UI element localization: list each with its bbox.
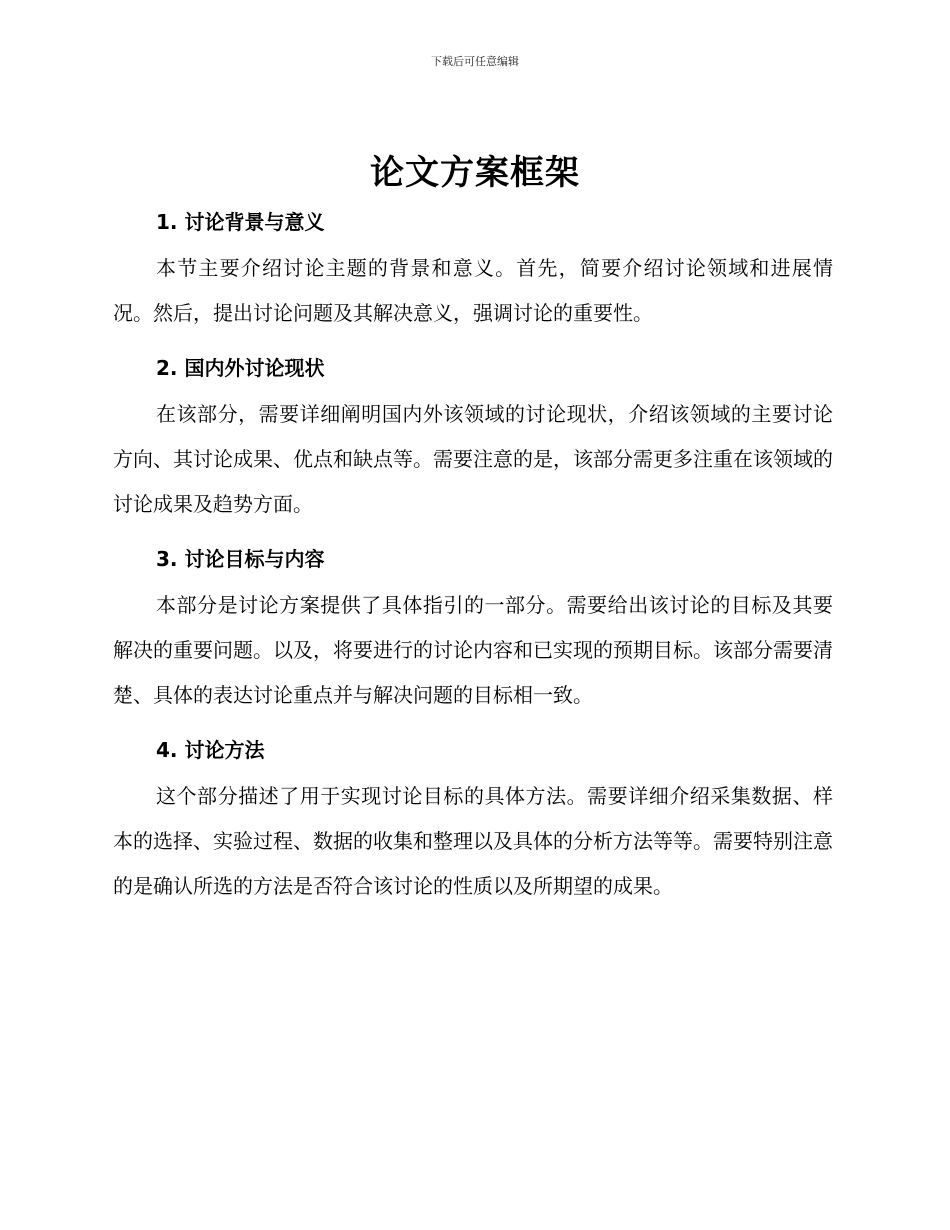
section-heading: 2. 国内外讨论现状 <box>156 356 325 380</box>
header-note: 下载后可任意编辑 <box>431 55 519 68</box>
section-heading: 3. 讨论目标与内容 <box>156 547 325 571</box>
document-title: 论文方案框架 <box>370 153 580 193</box>
section-paragraph: 这个部分描述了用于实现讨论目标的具体方法。需要详细介绍采集数据、样本的选择、实验过程、数据的收集和整理以及具体的分析方法等等。需要特别注意的是确认所选的方法是否符合该讨论的性质以及所期望的成果。 <box>113 784 833 898</box>
section-paragraph: 在该部分，需要详细阐明国内外该领域的讨论现状，介绍该领域的主要讨论方向、其讨论成果、优点和缺点等。需要注意的是，该部分需更多注重在该领域的讨论成果及趋势方面。 <box>113 402 833 516</box>
section-methods <box>113 726 833 909</box>
section-background <box>113 198 833 336</box>
section-current-status <box>113 344 833 527</box>
document-body <box>113 198 833 917</box>
section-paragraph: 本节主要介绍讨论主题的背景和意义。首先，简要介绍讨论领域和进展情况。然后，提出讨论问题及其解决意义，强调讨论的重要性。 <box>113 256 833 325</box>
section-goals-content <box>113 535 833 718</box>
section-heading: 4. 讨论方法 <box>156 738 265 762</box>
section-paragraph: 本部分是讨论方案提供了具体指引的一部分。需要给出该讨论的目标及其要解决的重要问题。以及，将要进行的讨论内容和已实现的预期目标。该部分需要清楚、具体的表达讨论重点并与解决问题的目标相一致。 <box>113 593 833 707</box>
section-heading: 1. 讨论背景与意义 <box>156 210 325 234</box>
